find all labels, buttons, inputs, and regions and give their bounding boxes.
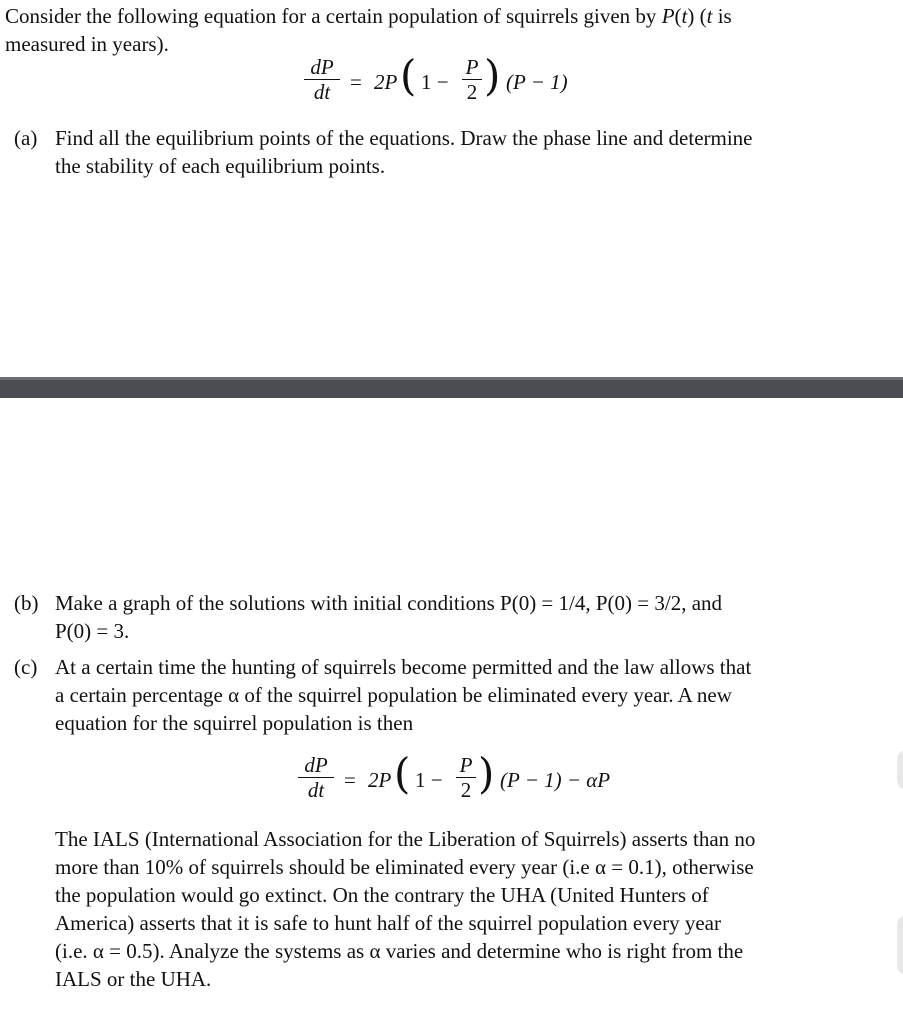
eq1-two-den: 2 — [466, 80, 478, 104]
eq2-fraction-p-2 — [456, 754, 476, 801]
intro-t-2: t — [706, 4, 713, 28]
conclusion-line-6: IALS or the UHA. — [55, 967, 212, 991]
intro-open-2: ( — [694, 4, 707, 28]
eq2-right-paren: ) — [478, 749, 495, 798]
eq2-equals: = — [344, 768, 356, 792]
eq2-dt: dt — [307, 778, 325, 802]
eq1-fraction-p-2 — [462, 56, 482, 103]
eq2-tail: (P − 1) − αP — [500, 768, 611, 792]
eq1-equals: = — [350, 70, 362, 94]
eq2-dp: dP — [304, 753, 328, 777]
intro-open: ( — [674, 4, 682, 28]
intro-p: P — [661, 4, 675, 28]
eq1-right-paren: ) — [484, 51, 501, 100]
eq2-two-den: 2 — [460, 778, 472, 802]
part-c-line-1: At a certain time the hunting of squirrels become permitted and the law allows that — [55, 655, 752, 679]
part-a-label: (a) — [14, 126, 38, 150]
eq2-one-minus: 1 − — [415, 768, 443, 792]
part-c-line-3: equation for the squirrel population is then — [55, 711, 414, 735]
eq2-2p: 2P — [368, 768, 392, 792]
eq2-fraction-dp-dt — [298, 754, 334, 801]
edge-artifact-1 — [897, 750, 903, 790]
eq1-one-minus: 1 − — [421, 70, 449, 94]
intro-close: ) — [687, 4, 695, 28]
conclusion-line-2: more than 10% of squirrels should be eliminated every year (i.e α = 0.1), otherwise — [55, 855, 754, 879]
intro-is: is — [712, 4, 732, 28]
eq1-dp: dP — [310, 55, 334, 79]
part-b-line-1: Make a graph of the solutions with initial conditions P(0) = 1/4, P(0) = 3/2, and — [55, 591, 723, 615]
page-divider — [0, 377, 903, 398]
eq1-left-paren: ( — [400, 51, 417, 100]
conclusion-line-5: (i.e. α = 0.5). Analyze the systems as α varies and determine who is right from the — [55, 939, 744, 963]
eq1-2p: 2P — [374, 70, 398, 94]
conclusion-line-4: America) asserts that it is safe to hunt half of the squirrel population every year — [55, 911, 721, 935]
part-c-line-2: a certain percentage α of the squirrel population be eliminated every year. A new — [55, 683, 732, 707]
eq1-p-num: P — [465, 55, 479, 79]
edge-artifact-2 — [897, 915, 903, 975]
intro-t: t — [681, 4, 688, 28]
conclusion-line-1: The IALS (International Association for the Liberation of Squirrels) asserts than no — [55, 827, 756, 851]
eq2-p-num: P — [459, 753, 473, 777]
part-a-line-2: the stability of each equilibrium points. — [55, 154, 386, 178]
part-b-line-2: P(0) = 3. — [55, 619, 130, 643]
part-c-label: (c) — [14, 655, 38, 679]
part-a-line-1: Find all the equilibrium points of the equations. Draw the phase line and determine — [55, 126, 753, 150]
eq1-fraction-dp-dt — [304, 56, 340, 103]
eq2-left-paren: ( — [394, 749, 411, 798]
intro-line-1 — [5, 2, 732, 30]
conclusion-line-3: the population would go extinct. On the contrary the UHA (United Hunters of — [55, 883, 709, 907]
intro-text: Consider the following equation for a certain population of squirrels given by — [5, 4, 662, 28]
eq1-tail: (P − 1) — [506, 70, 568, 94]
eq1-dt: dt — [313, 80, 331, 104]
page-divider-highlight — [0, 377, 903, 380]
part-b-label: (b) — [14, 591, 39, 615]
intro-line-2: measured in years). — [5, 32, 169, 56]
